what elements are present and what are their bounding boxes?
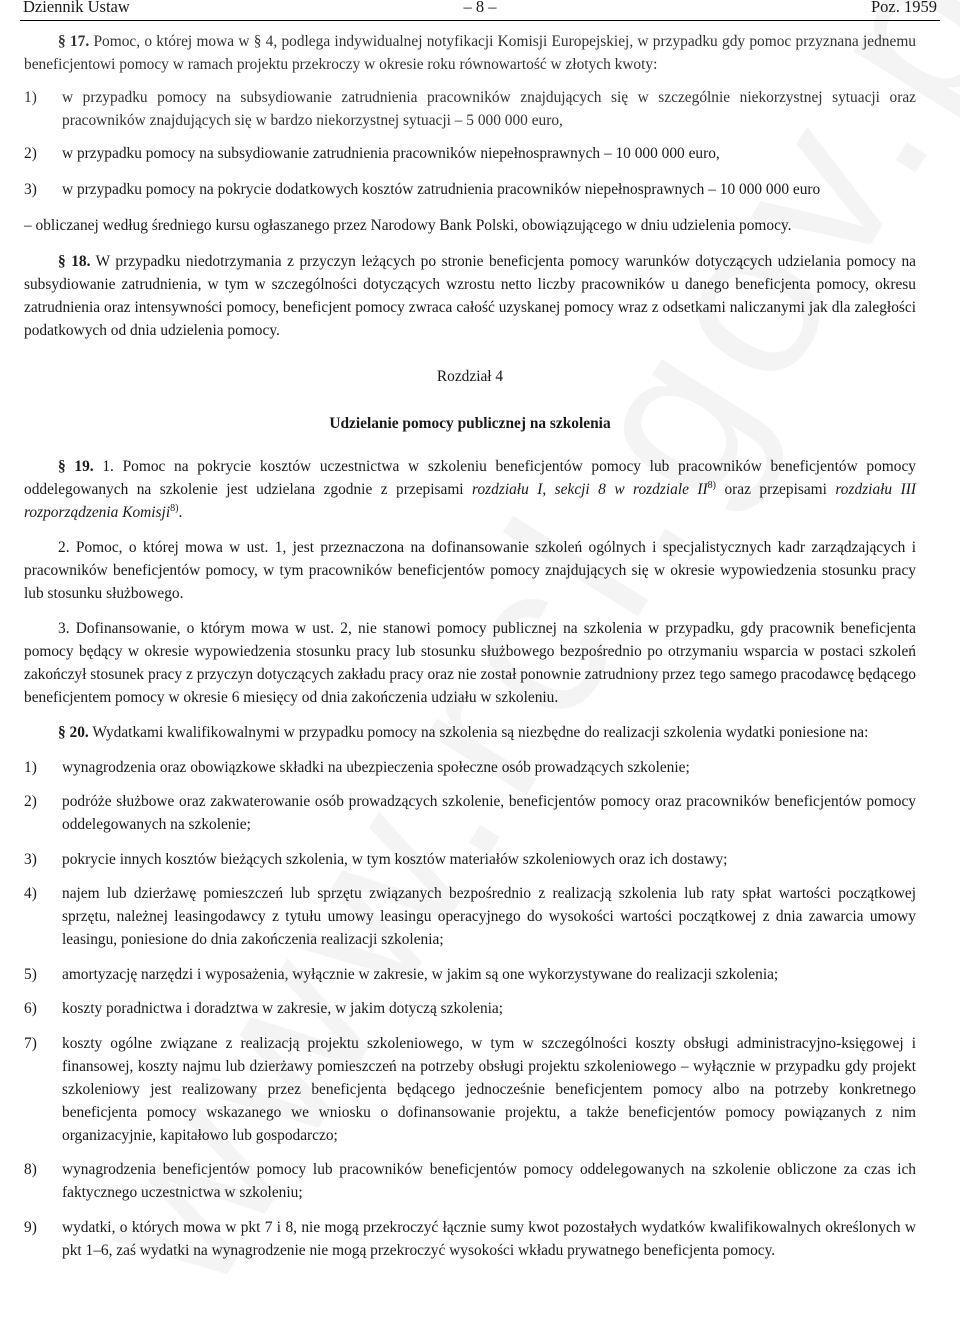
par17-number: § 17. xyxy=(58,33,90,50)
item-text: najem lub dzierżawę pomieszczeń lub sprzętu związanych bezpośrednio z realizacją szkolenia lub raty spłat wartości początkowej sprzętu, należnej leasingodawcy z tytułu umowy leasingu operacyjnego do wysokości wartości początkowej z dnia zawarcia umowy leasingu, poniesione do dnia zakończenia realizacji szkolenia; xyxy=(62,885,916,948)
par20-intro-text: Wydatkami kwalifikowalnymi w przypadku pomocy na szkolenia są niezbędne do realizacji szkolenia wydatki poniesione na: xyxy=(92,724,869,741)
par19-p1-text-b: oraz przepisami xyxy=(724,481,827,498)
par18-text: W przypadku niedotrzymania z przyczyn leżących po stronie beneficjenta pomocy warunków dotyczących udzielania pomocy na subsydiowanie zatrudnienia, w tym w szczególności dotyczących wzrostu netto liczby pracowników u danego beneficjenta pomocy, okresu zatrudnienia oraz intensywności pomocy, beneficjent pomocy zwraca całość uzyskanej pomocy wraz z odsetkami naliczanymi jak dla zaległości podatkowych od dnia udzielenia pomocy. xyxy=(24,253,916,339)
item-number: 3) xyxy=(24,851,37,868)
item-text: koszty ogólne związane z realizacją projektu szkoleniowego, w tym w szczególności koszty obsługi administracyjno-księgowej i finansowej, koszty najmu lub dzierżawy pomieszczeń na potrzeby obsługi projektu szkoleniowego – wyłącznie w przypadku gdy projekt szkoleniowy jest realizowany przez beneficjenta będącego jednocześnie beneficjentem pomocy albo na potrzeby konkretnego beneficjenta pomocy wskazanego we wniosku o dofinansowanie projektu, a także beneficjentów pomocy powiązanych z nim organizacyjnie, kapitałowo lub gospodarczo; xyxy=(62,1035,916,1144)
par18-number: § 18. xyxy=(58,253,91,270)
chapter-title xyxy=(24,412,916,435)
item-number: 8) xyxy=(24,1161,37,1178)
item-text: wynagrodzenia oraz obowiązkowe składki na ubezpieczenia społeczne osób prowadzących szkolenie; xyxy=(62,759,690,776)
footnote-ref[interactable]: 8) xyxy=(170,502,179,514)
item-text: koszty poradnictwa i doradztwa w zakresie, w jakim dotyczą szkolenia; xyxy=(62,1000,504,1017)
item-text: w przypadku pomocy na subsydiowanie zatrudnienia pracowników niepełnosprawnych – 10 000 000 euro, xyxy=(62,145,720,162)
par19-p1-ref1: rozdziału I, sekcji 8 w rozdziale II xyxy=(472,481,708,498)
item-number: 4) xyxy=(24,885,37,902)
par17-closing: – obliczanej według średniego kursu ogłaszanego przez Narodowy Bank Polski, obowiązującego w dniu udzielenia pomocy. xyxy=(24,217,792,234)
par20-item xyxy=(24,1158,916,1204)
par17-item xyxy=(24,142,916,165)
par20-number: § 20. xyxy=(58,724,89,741)
item-number: 2) xyxy=(24,793,37,810)
item-number: 3) xyxy=(24,181,37,198)
item-text: podróże służbowe oraz zakwaterowanie osób prowadzących szkolenie, beneficjentów pomocy oraz pracowników beneficjentów pomocy oddelegowanych na szkolenie; xyxy=(62,793,916,833)
item-number: 1) xyxy=(24,89,37,106)
par19-p1 xyxy=(24,455,916,524)
item-number: 2) xyxy=(24,145,37,162)
par17-intro xyxy=(24,30,916,76)
footnote-ref[interactable]: 8) xyxy=(707,479,716,491)
item-number: 5) xyxy=(24,966,37,983)
chapter-label: Rozdział 4 xyxy=(436,368,504,385)
item-number: 9) xyxy=(24,1219,37,1236)
par20-item xyxy=(24,848,916,871)
par19-p1-number: 1. xyxy=(102,458,114,475)
par20-item xyxy=(24,882,916,951)
par20-item xyxy=(24,997,916,1020)
item-text: wynagrodzenia beneficjentów pomocy lub pracowników beneficjentów pomocy oddelegowanych na szkolenie obliczone za czas ich faktycznego uczestnictwa w szkoleniu; xyxy=(62,1161,916,1201)
item-text: amortyzację narzędzi i wyposażenia, wyłącznie w zakresie, w jakim są one wykorzystywane do realizacji szkolenia; xyxy=(62,966,779,983)
item-text: w przypadku pomocy na subsydiowanie zatrudnienia pracowników znajdujących się w szczególnie niekorzystnej sytuacji oraz pracowników znajdujących się w bardzo niekorzystnej sytuacji – 5 000 000 euro, xyxy=(62,89,916,129)
par17-item xyxy=(24,178,916,201)
par20-item xyxy=(24,1216,916,1262)
par19-p1-ref2: rozdziału III rozporządzenia Komisji xyxy=(24,481,916,521)
item-text: w przypadku pomocy na pokrycie dodatkowych kosztów zatrudnienia pracowników niepełnosprawnych – 10 000 000 euro xyxy=(62,181,821,198)
par19-p2: 2. Pomoc, o której mowa w ust. 1, jest przeznaczona na dofinansowanie szkoleń ogólnych i specjalistycznych kadr zarządzających i pracowników beneficjentów pomocy, w tym pracowników beneficjentów pomocy znajdujących się w okresie wypowiedzenia stosunku pracy lub stosunku służbowego. xyxy=(24,539,916,602)
item-text: pokrycie innych kosztów bieżących szkolenia, w tym kosztów materiałów szkoleniowych oraz ich dostawy; xyxy=(62,851,728,868)
item-text: wydatki, o których mowa w pkt 7 i 8, nie mogą przekroczyć łącznie sumy kwot pozostałych wydatków kwalifikowalnych określonych w pkt 1–6, zaś wydatki na wynagrodzenie nie mogą przekroczyć wysokości wkładu prywatnego beneficjenta pomocy. xyxy=(62,1219,916,1259)
par20-item xyxy=(24,963,916,986)
par17-item xyxy=(24,86,916,132)
par20-item xyxy=(24,756,916,779)
par19-p1-text-a: Pomoc na pokrycie kosztów uczestnictwa w szkoleniu beneficjentów pomocy lub pracowników beneficjentów pomocy oddelegowanych na szkolenie jest udzielana zgodnie z przepisami xyxy=(24,458,916,498)
position-number: Poz. 1959 xyxy=(871,0,937,16)
par20-item xyxy=(24,1032,916,1147)
document-body xyxy=(24,30,916,1262)
item-number: 6) xyxy=(24,1000,37,1017)
par18 xyxy=(24,250,916,342)
par20-intro xyxy=(24,721,916,744)
page-header xyxy=(20,0,940,21)
item-number: 7) xyxy=(24,1035,37,1052)
par19-p3: 3. Dofinansowanie, o którym mowa w ust. 2, nie stanowi pomocy publicznej na szkolenia w przypadku, gdy pracownik beneficjenta pomocy będący w okresie wypowiedzenia stosunku pracy lub stosunku służbowego bezpośrednio po otrzymaniu wsparcia w postaci szkoleń zakończył stosunek pracy z przyczyn dotyczących zakładu pracy oraz nie został ponownie zatrudniony przez tego samego pracodawcę będącego beneficjentem pomocy w okresie 6 miesięcy od dnia zakończenia udziału w szkoleniu. xyxy=(24,620,916,706)
publication-name: Dziennik Ustaw xyxy=(23,0,130,16)
punctuation: . xyxy=(178,504,183,521)
par20-item xyxy=(24,790,916,836)
par19-number: § 19. xyxy=(58,458,94,475)
chapter-title-text: Udzielanie pomocy publicznej na szkolenia xyxy=(329,415,611,432)
item-number: 1) xyxy=(24,759,37,776)
par17-intro-text: Pomoc, o której mowa w § 4, podlega indywidualnej notyfikacji Komisji Europejskiej, w przypadku gdy pomoc przyznana jednemu beneficjentowi pomocy w ramach projektu przekroczy w okresie roku równowartość w złotych kwoty: xyxy=(24,33,916,73)
page-number: – 8 – xyxy=(463,0,497,16)
